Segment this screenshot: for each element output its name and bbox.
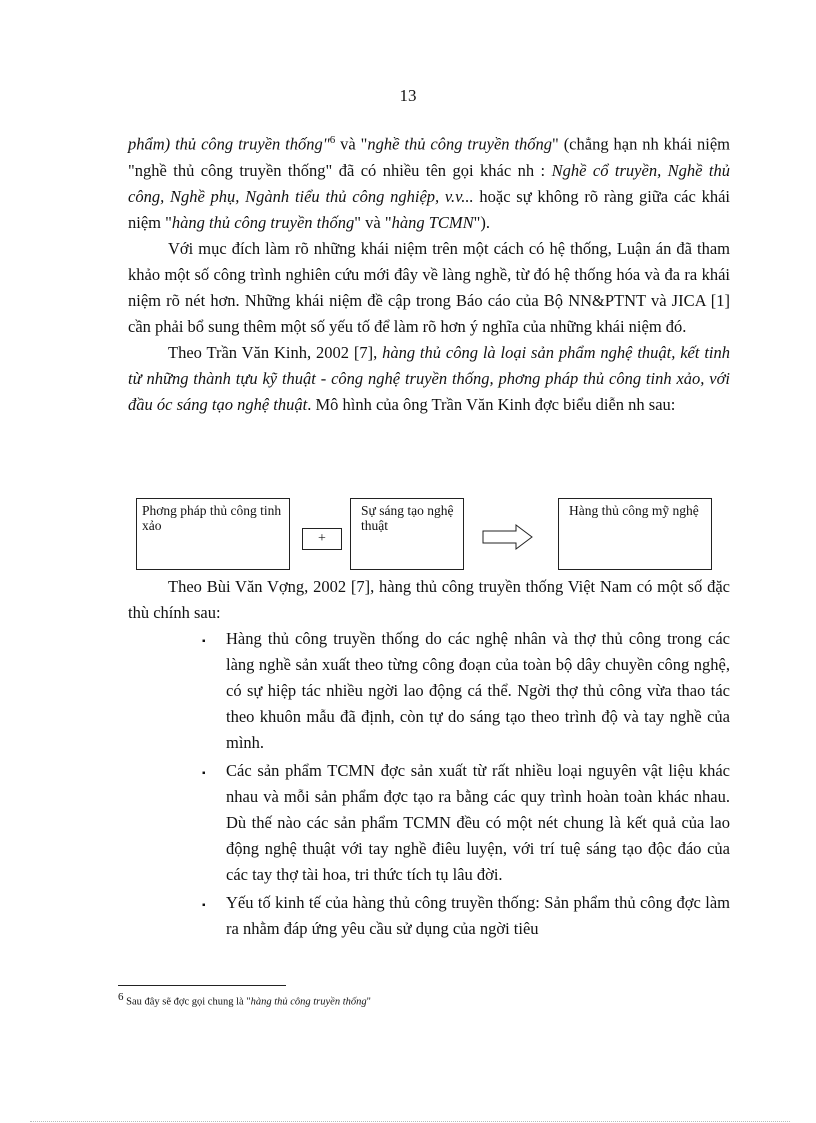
text-fragment: phẩm) thủ công truyền thống" (128, 134, 330, 154)
footnote (118, 991, 371, 1008)
diagram-box-creativity: Sự sáng tạo nghệ thuật (350, 498, 464, 570)
paragraph-intro (128, 127, 730, 418)
list-item-text: Yếu tố kinh tế của hàng thủ công truyền thống: Sản phẩm thủ công đợc làm ra nhằm đáp ứng yêu cầu sử dụng của ngời tiêu (226, 893, 730, 938)
footnote-end: " (366, 996, 371, 1008)
text-fragment: và " (335, 134, 368, 154)
paragraph-tran-van-kinh (128, 340, 730, 418)
bullet-icon: ▪ (202, 900, 206, 911)
text-fragment: " và " (354, 212, 392, 232)
list-item (202, 758, 730, 888)
footnote-text: Sau đây sẽ đợc gọi chung là " (123, 996, 251, 1008)
footnote-divider (118, 985, 286, 986)
bullet-icon: ▪ (202, 768, 206, 779)
page-number: 13 (399, 86, 417, 105)
footnote-number: 6 (118, 991, 124, 1003)
text-fragment: " (chẳng hạn nh khái niệm "nghề thủ công truyền thống" đã có nhiều tên gọi khác nh : (128, 134, 731, 180)
text-fragment: Theo Trần Văn Kinh, 2002 [7], (168, 342, 383, 362)
text-fragment: hoặc sự không rõ ràng giữa các khái niệm " (128, 186, 730, 232)
paragraph-purpose: Với mục đích làm rõ những khái niệm trên một cách có hệ thống, Luận án đã tham khảo một số công trình nghiên cứu mới đây về làng nghề, từ đó hệ thống hóa và đa ra khái niệm rõ nét hơn. Những khái niệm đề cập trong Báo cáo của Bộ NN&PTNT và JICA [1] cần phải bổ sung thêm một số yếu tố để làm rõ hơn ý nghĩa của những khái niệm đó. (128, 238, 730, 336)
text-fragment: Nghề cổ truyền, Nghề thủ công, Nghề phụ, Ngành tiểu thủ công nghiệp, v.v... (128, 160, 731, 206)
text-fragment: hàng thủ công truyền thống (171, 212, 355, 232)
text-fragment: hàng TCMN (391, 212, 474, 232)
diagram-box-method: Phơng pháp thủ công tinh xảo (136, 498, 290, 570)
diagram-plus: + (302, 528, 342, 550)
list-item (202, 626, 730, 756)
list-item-text: Các sản phẩm TCMN đợc sản xuất từ rất nhiều loại nguyên vật liệu khác nhau và mỗi sản phẩm đợc tạo ra bằng các quy trình hoàn toàn khác nhau. Dù thế nào các sản phẩm TCMN đều có một nét chung là kết quả của lao động nghệ thuật với tay nghề điêu luyện, với trí tuệ sáng tạo độc đáo của các tay thợ tài hoa, tri thức tích tụ lâu đời. (226, 761, 730, 884)
list-item (202, 890, 730, 942)
model-diagram (136, 492, 716, 572)
page-bottom-divider (30, 1121, 790, 1122)
bullet-list (202, 626, 730, 944)
paragraph-text: Theo Bùi Văn Vợng, 2002 [7], hàng thủ công truyền thống Việt Nam có một số đặc thù chính sau: (128, 577, 730, 622)
text-fragment: nghề thủ công truyền thống (367, 134, 553, 154)
list-item-text: Hàng thủ công truyền thống do các nghệ nhân và thợ thủ công trong các làng nghề sản xuất theo từng công đoạn của toàn bộ dây chuyền công nghệ, có sự hiệp tác nhiều ngời lao động cá thể. Ngời thợ thủ công vừa thao tác theo khuôn mẫu đã định, còn tự do sáng tạo theo trình độ và tay nghề của mình. (226, 629, 730, 752)
right-arrow-icon (482, 524, 534, 550)
diagram-box-handicraft: Hàng thủ công mỹ nghệ (558, 498, 712, 570)
paragraph-bui-van-vuong (128, 574, 730, 626)
definition-italic: hàng thủ công là loại sản phẩm nghệ thuật, kết tinh từ những thành tựu kỹ thuật - công nghệ truyền thống, phơng pháp thủ công tinh xảo, với đầu óc sáng tạo nghệ thuật (128, 342, 730, 414)
footnote-italic: hàng thủ công truyền thống (250, 996, 367, 1008)
footnote-ref[interactable]: 6 (329, 134, 336, 146)
text-fragment: . Mô hình của ông Trần Văn Kinh đợc biểu diễn nh sau: (307, 394, 676, 414)
text-fragment: "). (473, 212, 490, 232)
bullet-icon: ▪ (202, 636, 206, 647)
